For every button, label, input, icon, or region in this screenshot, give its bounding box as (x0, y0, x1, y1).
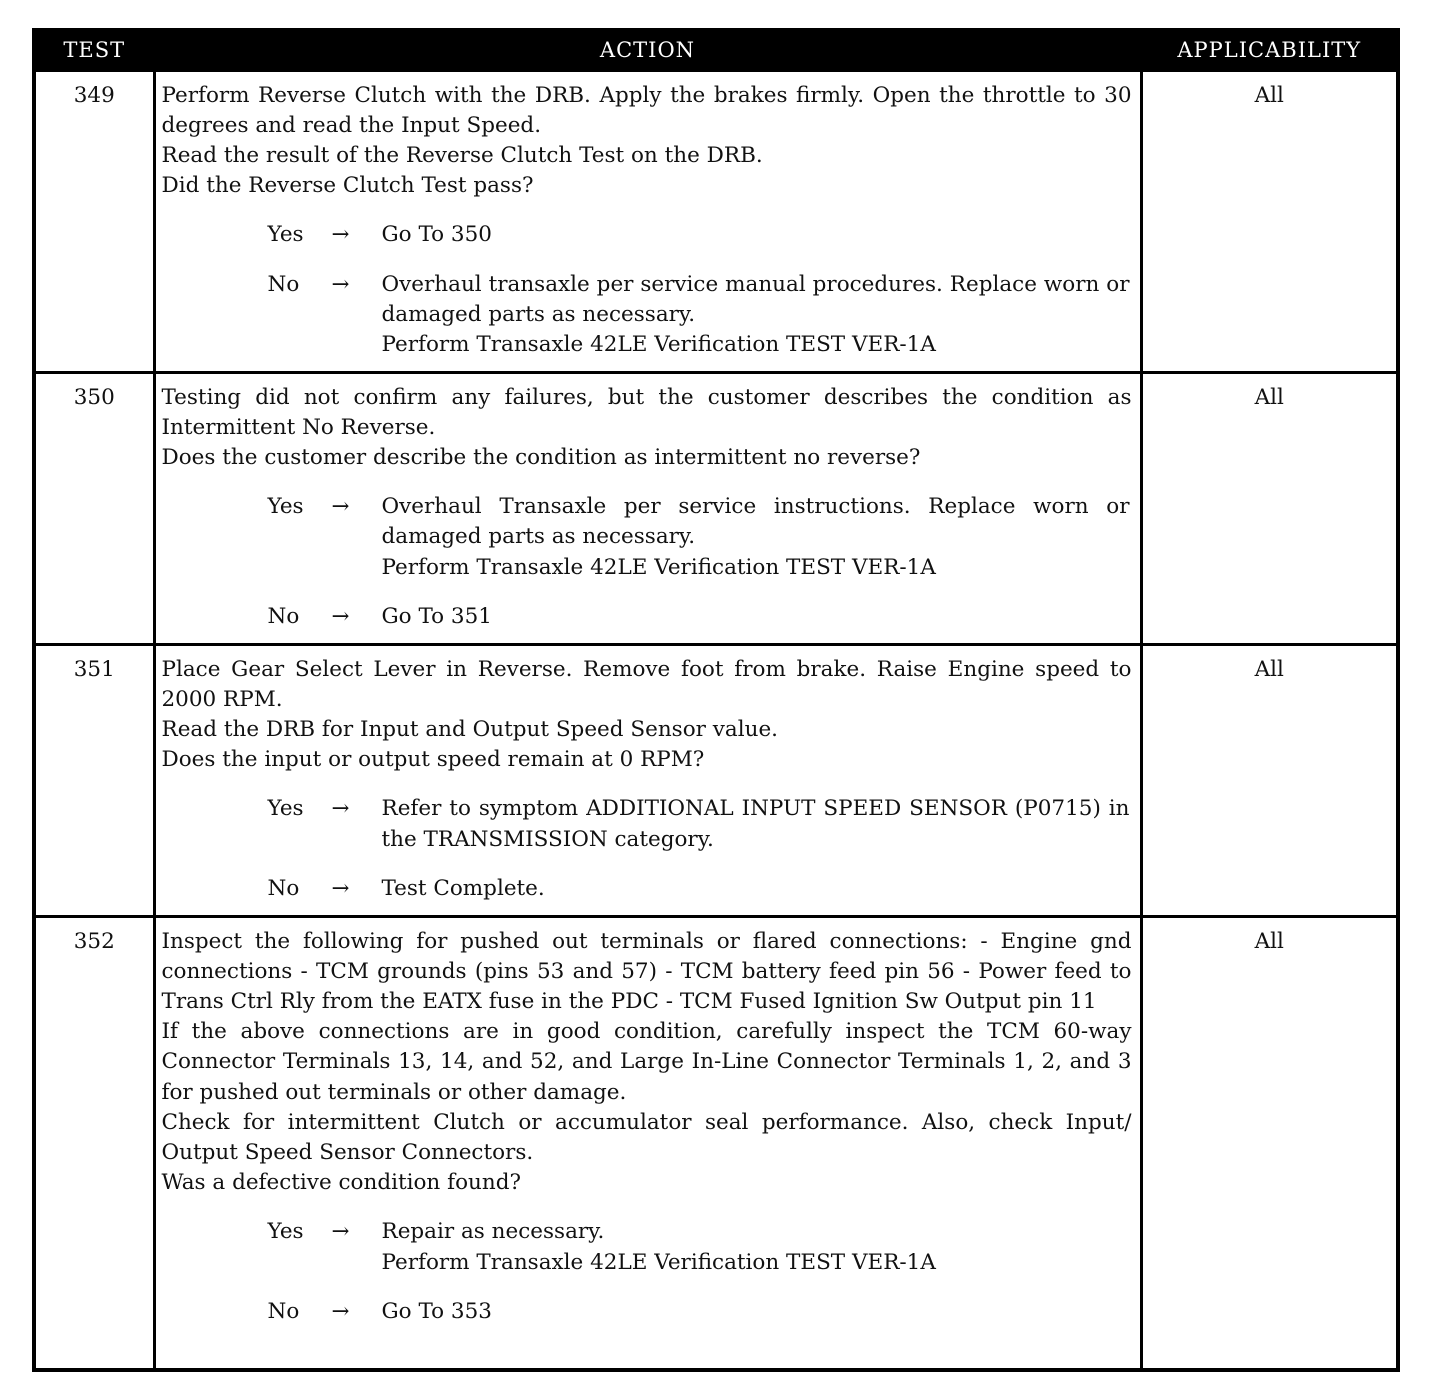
action-line: Does the customer describe the condition as intermittent no reverse? (161, 444, 921, 470)
outcome-line: Perform Transaxle 42LE Verification TEST VER-1A (381, 331, 936, 357)
no-outcome (382, 270, 1132, 361)
right-arrow-icon: → (331, 603, 350, 629)
right-arrow-icon: → (331, 271, 350, 297)
action-line: Was a defective condition found? (161, 1170, 521, 1196)
test-number: 350 (34, 372, 154, 644)
action-line: If the above connections are in good condition, carefully inspect the TCM 60-way Connector Terminals 13, 14, and 52, and Large In-Line Connector Terminals 1, 2, and 3 for pushed out terminals or other damage. (161, 1019, 1132, 1105)
applicability-value: All (1141, 70, 1398, 372)
action-text (162, 81, 1132, 202)
no-label: No (267, 1298, 300, 1324)
action-line: Perform Reverse Clutch with the DRB. Apply the brakes firmly. Open the throttle to 30 degrees and read the Input Speed. (161, 82, 1132, 138)
table-row (34, 372, 1398, 644)
applicability-value: All (1141, 372, 1398, 644)
yes-outcome (382, 1217, 1132, 1277)
yes-result (162, 1217, 1132, 1277)
no-label: No (267, 875, 300, 901)
no-result (162, 874, 1132, 904)
right-arrow-icon: → (331, 796, 350, 822)
outcome-line: Go To 350 (381, 222, 492, 248)
right-arrow-icon: → (331, 875, 350, 901)
yes-result (162, 492, 1132, 583)
yes-outcome (382, 492, 1132, 583)
no-result (162, 1297, 1132, 1327)
action-text (162, 383, 1132, 474)
right-arrow-icon: → (331, 1298, 350, 1324)
table-row (34, 70, 1398, 372)
outcome-line: Overhaul Transaxle per service instructions. Replace worn or damaged parts as necessary. (381, 494, 1130, 550)
applicability-value: All (1141, 916, 1398, 1370)
action-cell (154, 916, 1141, 1370)
outcome-line: Refer to symptom ADDITIONAL INPUT SPEED SENSOR (P0715) in the TRANSMISSION category. (381, 796, 1130, 852)
yes-label: Yes (267, 222, 304, 248)
header-test: TEST (34, 30, 154, 70)
right-arrow-icon: → (331, 494, 350, 520)
no-label: No (267, 271, 300, 297)
action-text (162, 927, 1132, 1199)
header-action: ACTION (154, 30, 1141, 70)
right-arrow-icon: → (331, 222, 350, 248)
action-cell (154, 70, 1141, 372)
outcome-line: Overhaul transaxle per service manual procedures. Replace worn or damaged parts as necessary. (381, 271, 1130, 327)
outcome-line: Perform Transaxle 42LE Verification TEST VER-1A (381, 1249, 936, 1275)
no-label: No (267, 603, 300, 629)
no-result (162, 270, 1132, 361)
action-line: Place Gear Select Lever in Reverse. Remove foot from brake. Raise Engine speed to 2000 RPM. (161, 656, 1132, 712)
yes-label: Yes (267, 494, 304, 520)
action-cell (154, 372, 1141, 644)
test-number: 349 (34, 70, 154, 372)
right-arrow-icon: → (331, 1219, 350, 1245)
action-cell (154, 644, 1141, 916)
header-applicability: APPLICABILITY (1141, 30, 1398, 70)
outcome-line: Perform Transaxle 42LE Verification TEST VER-1A (381, 554, 936, 580)
outcome-line: Go To 353 (381, 1298, 492, 1324)
table-row (34, 644, 1398, 916)
action-line: Read the DRB for Input and Output Speed Sensor value. (161, 716, 778, 742)
action-line: Check for intermittent Clutch or accumulator seal performance. Also, check Input/ Output Speed Sensor Connectors. (161, 1109, 1132, 1165)
diagnostic-test-table (32, 28, 1400, 1372)
test-number: 352 (34, 916, 154, 1370)
applicability-value: All (1141, 644, 1398, 916)
action-line: Does the input or output speed remain at 0 RPM? (161, 747, 705, 773)
outcome-line: Test Complete. (381, 875, 545, 901)
no-outcome (382, 1297, 1132, 1327)
no-outcome (382, 602, 1132, 632)
action-line: Did the Reverse Clutch Test pass? (161, 173, 534, 199)
yes-result (162, 794, 1132, 854)
yes-label: Yes (267, 1219, 304, 1245)
test-number: 351 (34, 644, 154, 916)
action-text (162, 655, 1132, 776)
no-outcome (382, 874, 1132, 904)
yes-outcome (382, 220, 1132, 250)
action-line: Read the result of the Reverse Clutch Test on the DRB. (161, 142, 763, 168)
outcome-line: Repair as necessary. (381, 1219, 605, 1245)
table-header-row (34, 30, 1398, 70)
action-line: Inspect the following for pushed out terminals or flared connections: - Engine gnd connections - TCM grounds (pins 53 and 57) - TCM battery feed pin 56 - Power feed to Trans Ctrl Rly from the EATX fuse in the PDC - TCM Fused Ignition Sw Output pin 11 (161, 928, 1132, 1014)
yes-label: Yes (267, 796, 304, 822)
outcome-line: Go To 351 (381, 603, 492, 629)
yes-result (162, 220, 1132, 250)
action-line: Testing did not confirm any failures, but the customer describes the condition as Intermittent No Reverse. (161, 384, 1132, 440)
no-result (162, 602, 1132, 632)
yes-outcome (382, 794, 1132, 854)
table-row (34, 916, 1398, 1370)
